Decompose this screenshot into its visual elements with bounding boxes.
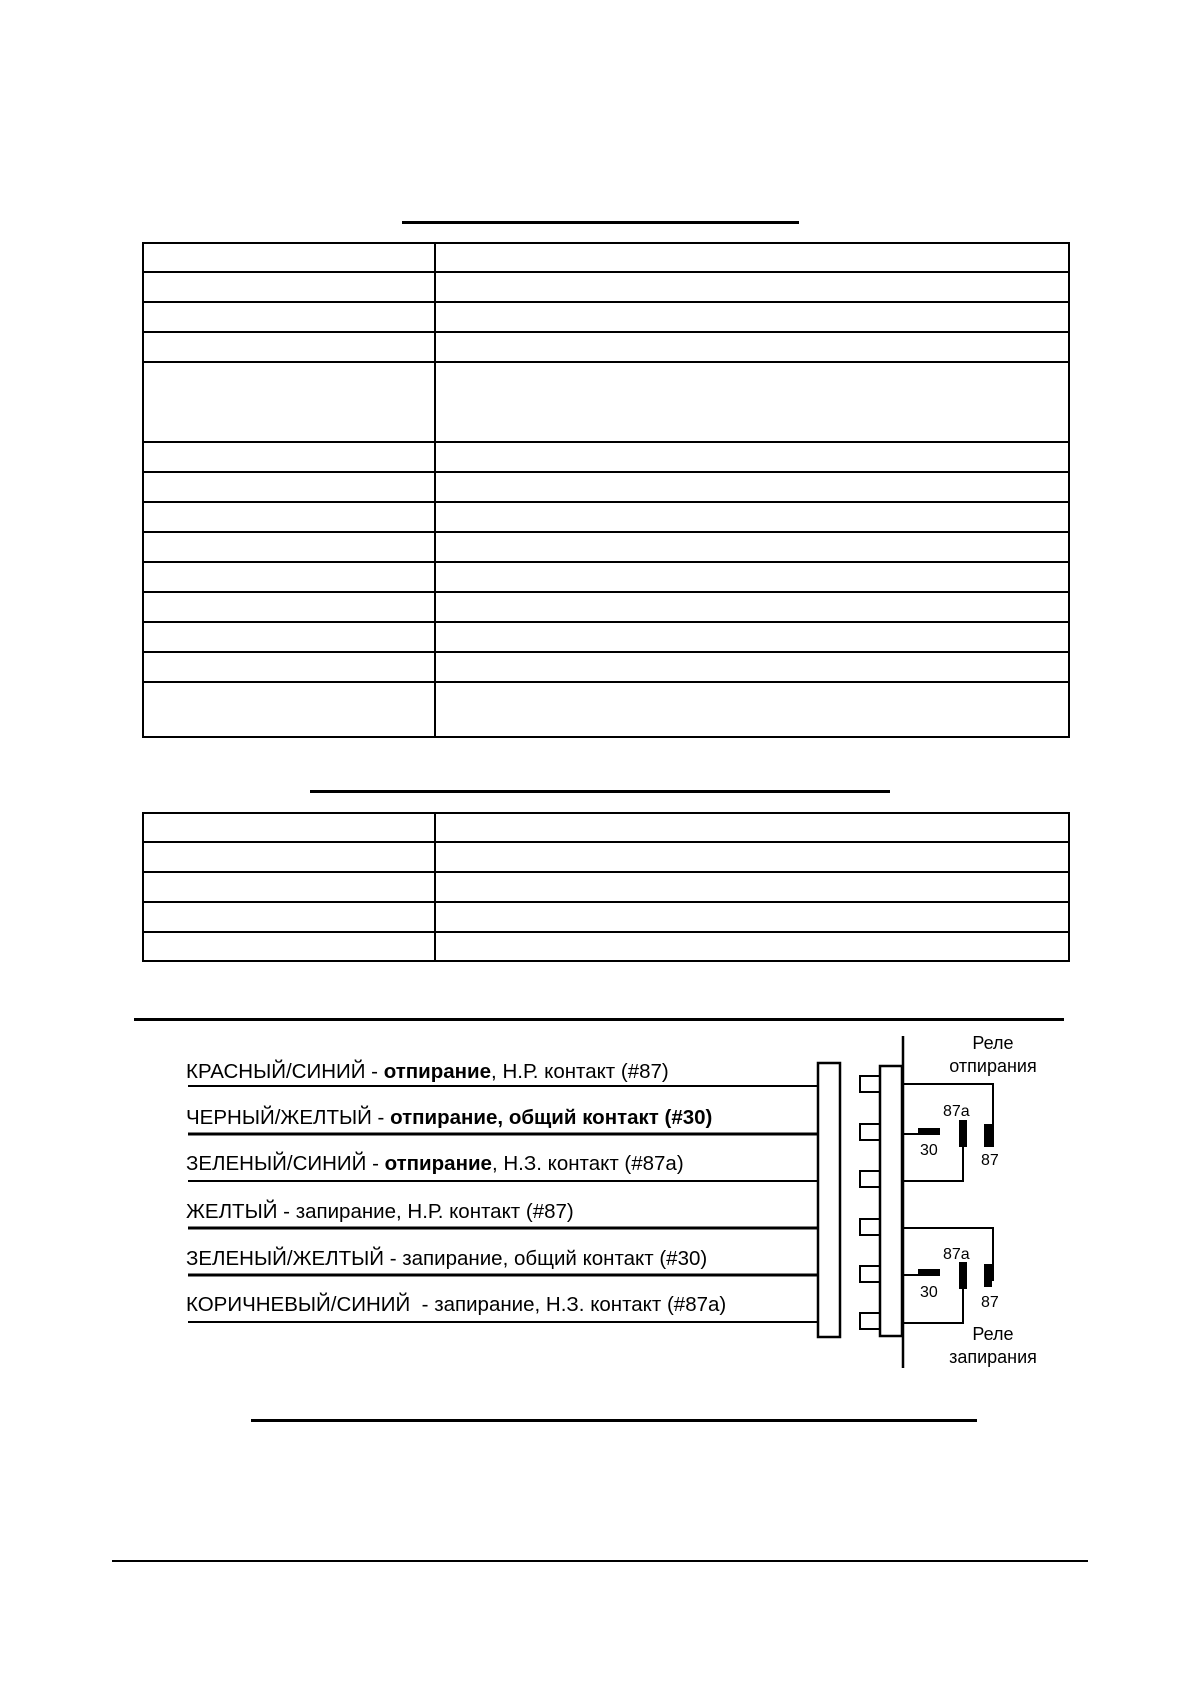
connector-pin — [860, 1171, 880, 1187]
wire-color: ЗЕЛЕНЫЙ/ЖЕЛТЫЙ — [186, 1247, 385, 1270]
wire-contact: запирание, общий контакт (#30) — [402, 1247, 708, 1270]
wire-separator: - — [365, 1060, 384, 1083]
pin-label-87a: 87а — [943, 1103, 970, 1120]
connector-pins — [860, 1076, 880, 1329]
wire-function: отпирание — [384, 1152, 492, 1175]
relay-title: запирания — [949, 1347, 1037, 1367]
relay-terminal-30 — [918, 1128, 940, 1135]
wire-label — [186, 1292, 726, 1316]
relay-terminal-87a — [959, 1120, 967, 1147]
wire-contact: , Н.Р. контакт (#87) — [491, 1060, 669, 1083]
relay-title: отпирания — [949, 1056, 1037, 1076]
wire-separator: - — [366, 1152, 385, 1175]
relay-terminal-30 — [918, 1269, 940, 1276]
connector-pin — [860, 1313, 880, 1329]
wire-function: отпирание, общий контакт (#30) — [390, 1106, 713, 1129]
wire-label — [186, 1199, 574, 1223]
wire-function: отпирание — [383, 1060, 492, 1083]
relay-terminal-87 — [984, 1124, 992, 1147]
pin-label-87: 87 — [981, 1152, 999, 1169]
wire-separator: - — [277, 1200, 296, 1223]
wire-separator: - — [371, 1106, 391, 1129]
relay-terminal-87 — [984, 1264, 992, 1287]
wire-color: ЧЕРНЫЙ/ЖЕЛТЫЙ — [186, 1106, 372, 1129]
wire-color: ЗЕЛЕНЫЙ/СИНИЙ — [186, 1152, 367, 1175]
wire-contact: запирание, Н.Р. контакт (#87) — [295, 1200, 574, 1223]
wire-label — [186, 1246, 707, 1270]
wire-contact: , Н.З. контакт (#87а) — [491, 1152, 684, 1175]
pin-label-87: 87 — [981, 1294, 999, 1311]
mating-connector — [880, 1066, 902, 1336]
pin-label-30: 30 — [920, 1142, 938, 1159]
wire-contact: запирание, Н.З. контакт (#87а) — [434, 1293, 727, 1316]
wire-label — [186, 1059, 669, 1083]
relay-terminal-87a — [959, 1262, 967, 1289]
wire-label — [186, 1105, 712, 1129]
connector-pin — [860, 1124, 880, 1140]
unlock-relay — [903, 1033, 1037, 1181]
relay-title: Реле — [972, 1033, 1014, 1053]
lock-relay — [903, 1228, 1037, 1367]
wire-color: КОРИЧНЕВЫЙ/СИНИЙ — [186, 1293, 411, 1316]
pin-label-30: 30 — [920, 1284, 938, 1301]
wire-color: ЖЕЛТЫЙ — [186, 1200, 278, 1223]
connector-pin — [860, 1266, 880, 1282]
wire-label — [186, 1151, 684, 1175]
wire-separator: - — [384, 1247, 403, 1270]
harness-connector — [818, 1063, 840, 1337]
relay-title: Реле — [972, 1324, 1014, 1344]
wire-separator: - — [410, 1293, 435, 1316]
wire-color: КРАСНЫЙ/СИНИЙ — [186, 1060, 366, 1083]
connector-pin — [860, 1076, 880, 1092]
pin-label-87a: 87а — [943, 1246, 970, 1263]
connector-pin — [860, 1219, 880, 1235]
